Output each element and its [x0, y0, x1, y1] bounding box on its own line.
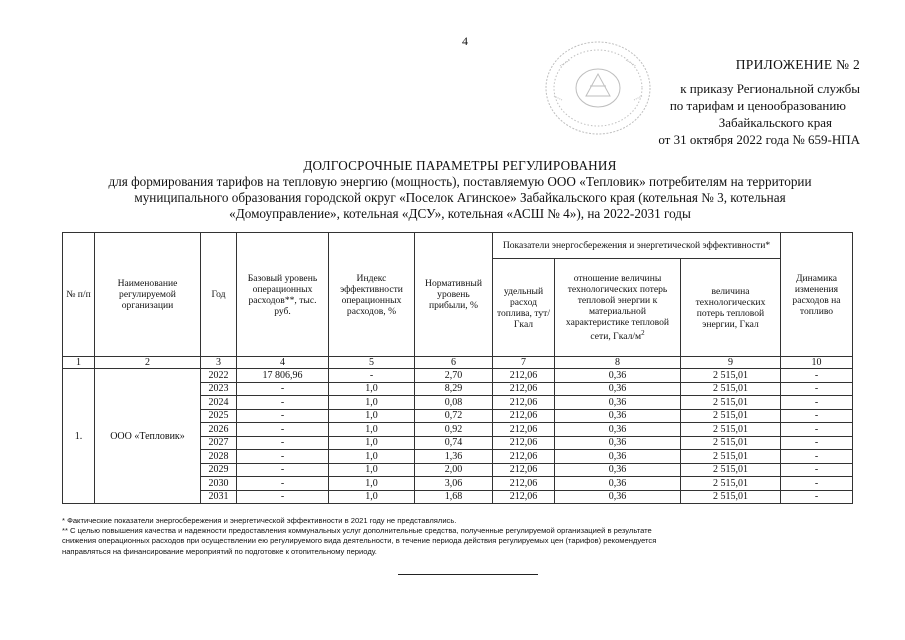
cell-dynamics: - [781, 477, 853, 491]
cell-specific: 212,06 [493, 490, 555, 504]
cell-dynamics: - [781, 369, 853, 383]
cell-year: 2028 [201, 450, 237, 464]
cell-specific: 212,06 [493, 450, 555, 464]
cell-profit: 2,70 [415, 369, 493, 383]
cell-base: 17 806,96 [237, 369, 329, 383]
cell-year: 2022 [201, 369, 237, 383]
header-organization: Наименование регулируемой организации [95, 233, 201, 357]
column-number: 8 [555, 357, 681, 369]
cell-year: 2026 [201, 423, 237, 437]
cell-base: - [237, 490, 329, 504]
cell-ratio: 0,36 [555, 463, 681, 477]
cell-dynamics: - [781, 382, 853, 396]
cell-ratio: 0,36 [555, 396, 681, 410]
document-heading [40, 158, 880, 222]
document-title: ДОЛГОСРОЧНЫЕ ПАРАМЕТРЫ РЕГУЛИРОВАНИЯ [303, 158, 617, 173]
cell-profit: 0,74 [415, 436, 493, 450]
cell-ratio: 0,36 [555, 436, 681, 450]
cell-base: - [237, 436, 329, 450]
cell-profit: 0,08 [415, 396, 493, 410]
header-loss-ratio: отношение величины технологических потерь тепловой энергии к материальной характеристике тепловой сети, Гкал/$м^2$ [555, 259, 681, 357]
cell-dynamics: - [781, 436, 853, 450]
header-specific-consumption: удельный расход топлива, тут/Гкал [493, 259, 555, 357]
cell-dynamics: - [781, 396, 853, 410]
header-efficiency-index: Индекс эффективности операционных расходов, % [329, 233, 415, 357]
cell-index: 1,0 [329, 490, 415, 504]
cell-dynamics: - [781, 490, 853, 504]
cell-ratio: 0,36 [555, 382, 681, 396]
cell-base: - [237, 382, 329, 396]
cell-base: - [237, 423, 329, 437]
column-number: 9 [681, 357, 781, 369]
cell-base: - [237, 450, 329, 464]
row-number: 1. [63, 369, 95, 504]
footnote: снижения операционных расходов при осуществлении ею регулируемого вида деятельности, в течение периода действия регулируемых цен (тарифов) рекомендуется [62, 536, 657, 546]
cell-base: - [237, 396, 329, 410]
footnote: * Фактические показатели энергосбережения и энергетической эффективности в 2021 году не представлялись. [62, 516, 457, 525]
header-num: № п/п [63, 233, 95, 357]
cell-year: 2029 [201, 463, 237, 477]
cell-ratio: 0,36 [555, 423, 681, 437]
cell-losses: 2 515,01 [681, 450, 781, 464]
cell-losses: 2 515,01 [681, 477, 781, 491]
appendix-line: по тарифам и ценообразованию [669, 98, 846, 113]
appendix-line: к приказу Региональной службы [680, 81, 860, 96]
cell-ratio: 0,36 [555, 409, 681, 423]
header-fuel-dynamics: Динамика изменения расходов на топливо [781, 233, 853, 357]
cell-dynamics: - [781, 423, 853, 437]
column-number: 6 [415, 357, 493, 369]
cell-index: 1,0 [329, 477, 415, 491]
column-number: 3 [201, 357, 237, 369]
cell-base: - [237, 463, 329, 477]
column-number: 1 [63, 357, 95, 369]
round-seal-stamp-icon [540, 36, 656, 140]
cell-ratio: 0,36 [555, 490, 681, 504]
column-number: 7 [493, 357, 555, 369]
column-number: 10 [781, 357, 853, 369]
cell-profit: 2,00 [415, 463, 493, 477]
cell-year: 2024 [201, 396, 237, 410]
cell-base: - [237, 477, 329, 491]
heading-line: муниципального образования городской округ «Поселок Агинское» Забайкальского края (котельная № 3, котельная [134, 190, 786, 205]
header-year: Год [201, 233, 237, 357]
cell-index: 1,0 [329, 423, 415, 437]
heading-line: для формирования тарифов на тепловую энергию (мощность), поставляемую ООО «Тепловик» потребителям на территории [108, 174, 812, 189]
cell-ratio: 0,36 [555, 477, 681, 491]
cell-specific: 212,06 [493, 396, 555, 410]
cell-index: 1,0 [329, 409, 415, 423]
cell-specific: 212,06 [493, 436, 555, 450]
cell-ratio: 0,36 [555, 450, 681, 464]
heading-line: «Домоуправление», котельная «ДСУ», котельная «АСШ № 4»), на 2022-2031 годы [229, 206, 691, 221]
cell-profit: 0,72 [415, 409, 493, 423]
table-row [63, 369, 853, 383]
cell-year: 2027 [201, 436, 237, 450]
cell-profit: 1,68 [415, 490, 493, 504]
cell-index: 1,0 [329, 436, 415, 450]
cell-dynamics: - [781, 450, 853, 464]
cell-losses: 2 515,01 [681, 436, 781, 450]
cell-profit: 8,29 [415, 382, 493, 396]
header-energy-indicators: Показатели энергосбережения и энергетической эффективности* [493, 233, 781, 259]
header-base-cost: Базовый уровень операционных расходов**, тыс. руб. [237, 233, 329, 357]
column-number-row [63, 357, 853, 369]
footnotes [62, 516, 852, 557]
page-number: 4 [462, 34, 468, 48]
cell-profit: 0,92 [415, 423, 493, 437]
cell-index: 1,0 [329, 396, 415, 410]
cell-specific: 212,06 [493, 463, 555, 477]
cell-year: 2023 [201, 382, 237, 396]
cell-specific: 212,06 [493, 369, 555, 383]
cell-losses: 2 515,01 [681, 409, 781, 423]
cell-year: 2030 [201, 477, 237, 491]
cell-specific: 212,06 [493, 477, 555, 491]
column-number: 2 [95, 357, 201, 369]
cell-losses: 2 515,01 [681, 396, 781, 410]
appendix-line: от 31 октября 2022 года № 659-НПА [658, 132, 860, 147]
cell-losses: 2 515,01 [681, 382, 781, 396]
header-technological-losses: величина технологических потерь тепловой энергии, Гкал [681, 259, 781, 357]
column-number: 5 [329, 357, 415, 369]
cell-specific: 212,06 [493, 382, 555, 396]
cell-losses: 2 515,01 [681, 463, 781, 477]
cell-index: - [329, 369, 415, 383]
appendix-line: Забайкальского края [718, 115, 832, 130]
cell-index: 1,0 [329, 463, 415, 477]
cell-index: 1,0 [329, 382, 415, 396]
regulation-parameters-table [62, 232, 853, 504]
cell-ratio: 0,36 [555, 369, 681, 383]
cell-year: 2025 [201, 409, 237, 423]
cell-dynamics: - [781, 409, 853, 423]
cell-year: 2031 [201, 490, 237, 504]
cell-losses: 2 515,01 [681, 423, 781, 437]
footer-rule [398, 574, 538, 575]
header-profit-level: Нормативный уровень прибыли, % [415, 233, 493, 357]
column-number: 4 [237, 357, 329, 369]
appendix-title: ПРИЛОЖЕНИЕ № 2 [735, 57, 860, 72]
organization-name: ООО «Тепловик» [95, 369, 201, 504]
cell-losses: 2 515,01 [681, 490, 781, 504]
cell-index: 1,0 [329, 450, 415, 464]
cell-dynamics: - [781, 463, 853, 477]
cell-profit: 3,06 [415, 477, 493, 491]
cell-profit: 1,36 [415, 450, 493, 464]
cell-losses: 2 515,01 [681, 369, 781, 383]
footnote: ** С целью повышения качества и надежности предоставления коммунальных услуг дополнительные средства, полученные регулируемой организацией в результате [62, 526, 652, 536]
cell-specific: 212,06 [493, 423, 555, 437]
footnote: направляться на финансирование мероприятий по подготовке к отопительному периоду. [62, 546, 377, 556]
cell-base: - [237, 409, 329, 423]
cell-specific: 212,06 [493, 409, 555, 423]
